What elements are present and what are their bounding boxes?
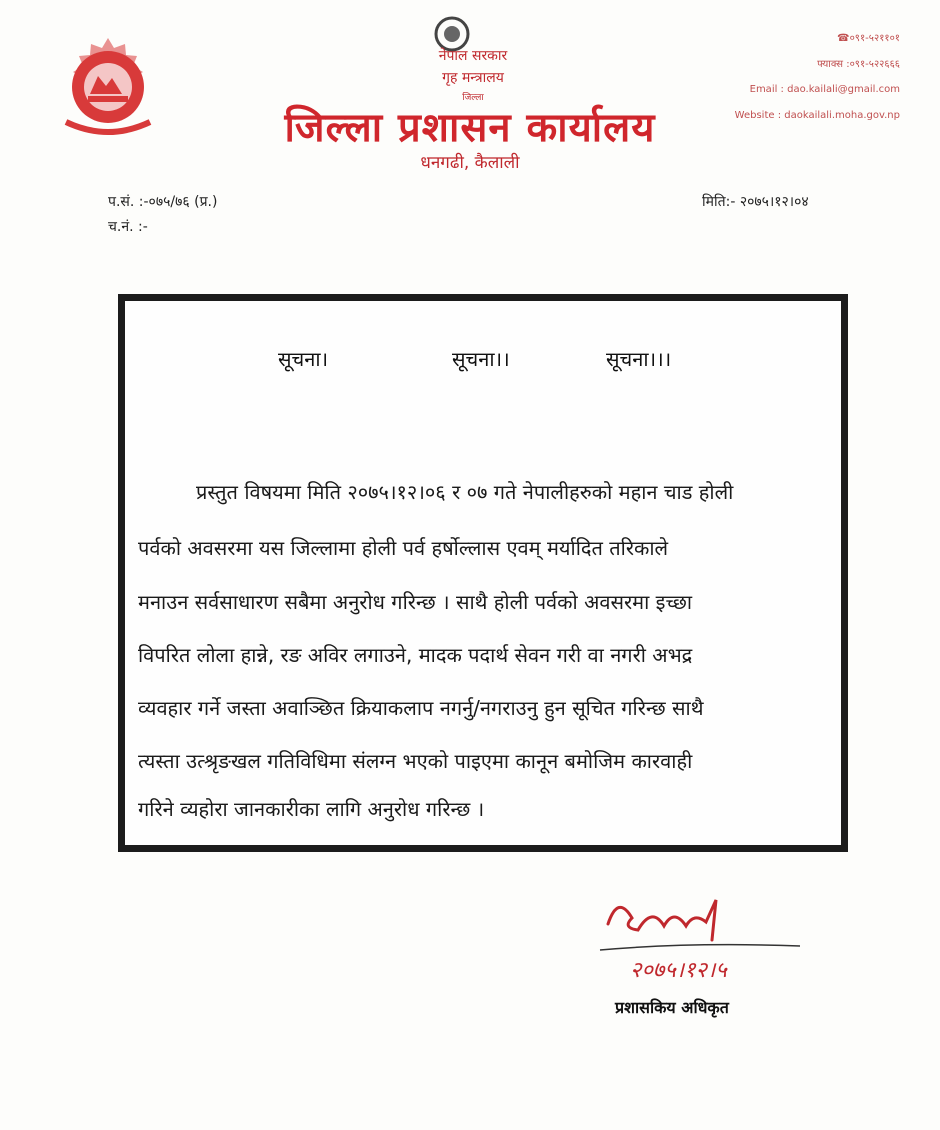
notice-heading-1: सूचना।: [278, 347, 329, 371]
contact-website: Website : daokailali.moha.gov.np: [734, 110, 900, 121]
signatory-title: प्रशासकिय अधिकृत: [615, 998, 729, 1017]
notice-heading-2: सूचना।।: [452, 347, 510, 371]
notice-line: व्यवहार गर्ने जस्ता अवाञ्छित क्रियाकलाप नगर्नु/नगराउनु हुन सूचित गरिन्छ साथै: [138, 696, 704, 720]
ministry-line-1: नेपाल सरकार: [438, 48, 508, 64]
contact-email: Email : dao.kailali@gmail.com: [749, 84, 900, 95]
ministry-line-3: जिल्ला: [462, 93, 484, 103]
notice-line: मनाउन सर्वसाधारण सबैमा अनुरोध गरिन्छ । साथै होली पर्वको अवसरमा इच्छा: [138, 590, 693, 614]
government-seal-icon: [46, 32, 170, 142]
notice-heading-3: सूचना।।।: [606, 347, 672, 371]
signature-date: २०७५।१२।५: [630, 958, 727, 983]
notice-line: पर्वको अवसरमा यस जिल्लामा होली पर्व हर्षोल्लास एवम् मर्यादित तरिकाले: [138, 536, 669, 560]
notice-line: गरिने व्यहोरा जानकारीका लागि अनुरोध गरिन्छ ।: [138, 797, 485, 821]
office-title: जिल्ला प्रशासन कार्यालय: [284, 105, 656, 151]
letter-date: मिति:- २०७५।१२।०४: [702, 194, 809, 210]
notice-line: प्रस्तुत विषयमा मिति २०७५।१२।०६ र ०७ गते नेपालीहरुको महान चाड होली: [196, 480, 734, 504]
office-location: धनगढी, कैलाली: [420, 153, 520, 173]
dispatch-number: च.नं. :-: [108, 219, 148, 235]
contact-fax: फ्याक्स :०९१-५२२६६६: [817, 59, 900, 70]
notice-line: त्यस्ता उत्श्रृङखल गतिविधिमा संलग्न भएको पाइएमा कानून बमोजिम कारवाही: [138, 749, 693, 773]
contact-phone: ☎०९१-५२११०१: [837, 33, 900, 44]
ministry-line-2: गृह मन्त्रालय: [442, 70, 504, 86]
notice-line: विपरित लोला हान्ने, रङ अविर लगाउने, मादक पदार्थ सेवन गरी वा नगरी अभद्र: [138, 643, 693, 667]
reference-number: प.सं. :-०७५/७६ (प्र.): [108, 194, 218, 210]
